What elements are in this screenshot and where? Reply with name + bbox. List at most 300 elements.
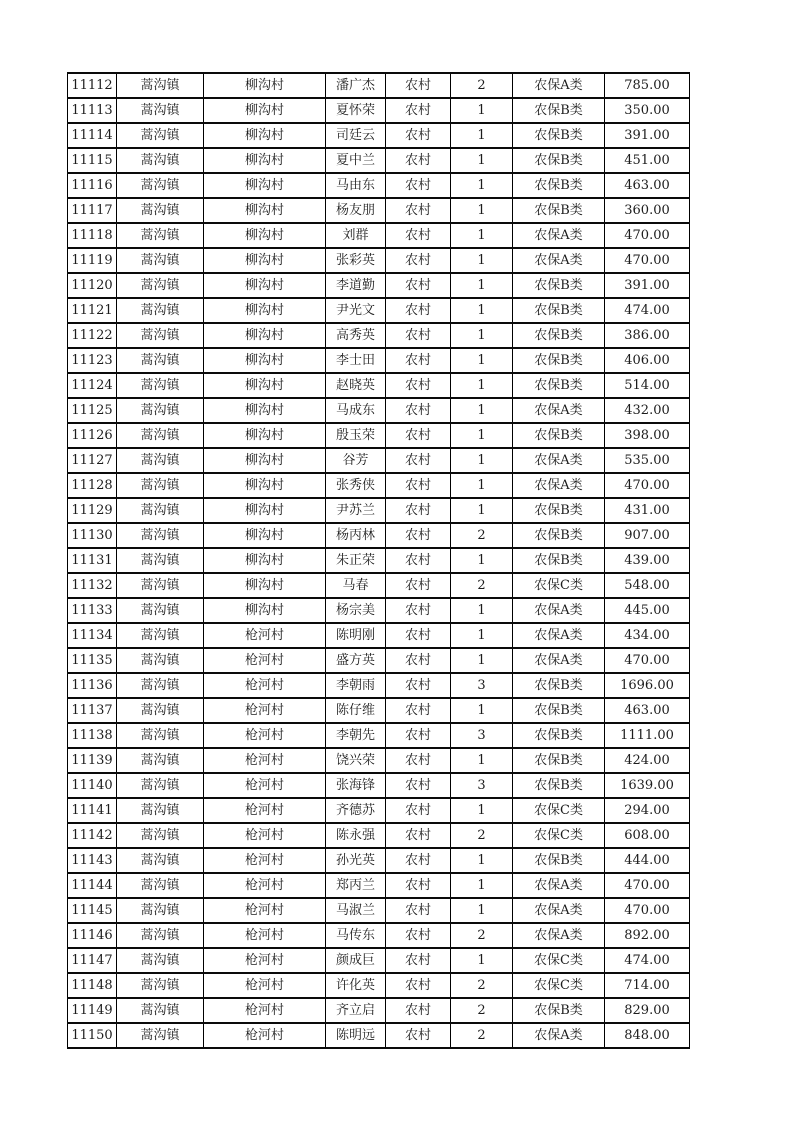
insurance-class-cell: 农保C类 [513,573,605,598]
person-name-cell: 夏怀荣 [326,98,386,123]
person-count-cell: 1 [451,473,513,498]
insurance-class-cell: 农保A类 [513,223,605,248]
town-cell: 蒿沟镇 [117,248,204,273]
category-cell: 农村 [386,923,451,948]
village-cell: 枪河村 [204,1023,326,1048]
table-row [68,598,690,623]
table-body [68,73,690,1048]
record-id-cell: 11113 [68,98,117,123]
insurance-class-cell: 农保B类 [513,773,605,798]
category-cell: 农村 [386,973,451,998]
amount-cell: 1639.00 [605,773,690,798]
town-cell: 蒿沟镇 [117,648,204,673]
table-row [68,723,690,748]
person-count-cell: 3 [451,773,513,798]
amount-cell: 892.00 [605,923,690,948]
village-cell: 柳沟村 [204,373,326,398]
record-id-cell: 11149 [68,998,117,1023]
town-cell: 蒿沟镇 [117,698,204,723]
amount-cell: 470.00 [605,473,690,498]
insurance-class-cell: 农保B类 [513,523,605,548]
insurance-class-cell: 农保B类 [513,498,605,523]
amount-cell: 391.00 [605,123,690,148]
record-id-cell: 11119 [68,248,117,273]
person-name-cell: 高秀英 [326,323,386,348]
village-cell: 柳沟村 [204,448,326,473]
insurance-class-cell: 农保C类 [513,948,605,973]
record-id-cell: 11135 [68,648,117,673]
village-cell: 柳沟村 [204,298,326,323]
amount-cell: 714.00 [605,973,690,998]
person-name-cell: 陈永强 [326,823,386,848]
town-cell: 蒿沟镇 [117,198,204,223]
insurance-class-cell: 农保B类 [513,273,605,298]
village-cell: 柳沟村 [204,248,326,273]
person-name-cell: 陈仔维 [326,698,386,723]
insurance-class-cell: 农保A类 [513,248,605,273]
insurance-class-cell: 农保B类 [513,848,605,873]
village-cell: 柳沟村 [204,498,326,523]
person-count-cell: 1 [451,598,513,623]
amount-cell: 470.00 [605,873,690,898]
category-cell: 农村 [386,448,451,473]
person-name-cell: 司廷云 [326,123,386,148]
person-name-cell: 朱正荣 [326,548,386,573]
table-row [68,948,690,973]
table-row [68,398,690,423]
person-name-cell: 潘广杰 [326,73,386,98]
village-cell: 柳沟村 [204,323,326,348]
amount-cell: 398.00 [605,423,690,448]
insurance-class-cell: 农保A类 [513,923,605,948]
town-cell: 蒿沟镇 [117,73,204,98]
record-id-cell: 11126 [68,423,117,448]
table-row [68,498,690,523]
person-count-cell: 2 [451,573,513,598]
amount-cell: 474.00 [605,948,690,973]
table-row [68,348,690,373]
category-cell: 农村 [386,373,451,398]
insurance-class-cell: 农保A类 [513,448,605,473]
person-name-cell: 马传东 [326,923,386,948]
insurance-class-cell: 农保A类 [513,1023,605,1048]
table-row [68,373,690,398]
amount-cell: 548.00 [605,573,690,598]
record-id-cell: 11145 [68,898,117,923]
insurance-class-cell: 农保B类 [513,698,605,723]
record-id-cell: 11146 [68,923,117,948]
insurance-class-cell: 农保C类 [513,798,605,823]
village-cell: 枪河村 [204,923,326,948]
category-cell: 农村 [386,298,451,323]
table-row [68,123,690,148]
category-cell: 农村 [386,198,451,223]
village-cell: 柳沟村 [204,423,326,448]
category-cell: 农村 [386,698,451,723]
person-count-cell: 1 [451,198,513,223]
person-name-cell: 刘群 [326,223,386,248]
record-id-cell: 11129 [68,498,117,523]
record-id-cell: 11120 [68,273,117,298]
table-row [68,323,690,348]
town-cell: 蒿沟镇 [117,748,204,773]
town-cell: 蒿沟镇 [117,848,204,873]
table-row [68,273,690,298]
table-row [68,923,690,948]
village-cell: 柳沟村 [204,598,326,623]
category-cell: 农村 [386,573,451,598]
town-cell: 蒿沟镇 [117,348,204,373]
person-name-cell: 李士田 [326,348,386,373]
person-count-cell: 2 [451,998,513,1023]
amount-cell: 439.00 [605,548,690,573]
record-id-cell: 11112 [68,73,117,98]
person-name-cell: 杨友朋 [326,198,386,223]
insurance-class-cell: 农保A类 [513,898,605,923]
table-row [68,73,690,98]
town-cell: 蒿沟镇 [117,873,204,898]
category-cell: 农村 [386,898,451,923]
record-id-cell: 11132 [68,573,117,598]
amount-cell: 608.00 [605,823,690,848]
town-cell: 蒿沟镇 [117,573,204,598]
person-name-cell: 张海锋 [326,773,386,798]
record-id-cell: 11128 [68,473,117,498]
town-cell: 蒿沟镇 [117,398,204,423]
village-cell: 枪河村 [204,748,326,773]
record-id-cell: 11143 [68,848,117,873]
category-cell: 农村 [386,98,451,123]
town-cell: 蒿沟镇 [117,998,204,1023]
insurance-class-cell: 农保B类 [513,298,605,323]
category-cell: 农村 [386,848,451,873]
person-count-cell: 1 [451,148,513,173]
insurance-class-cell: 农保A类 [513,598,605,623]
village-cell: 柳沟村 [204,473,326,498]
record-id-cell: 11124 [68,373,117,398]
village-cell: 柳沟村 [204,73,326,98]
village-cell: 柳沟村 [204,348,326,373]
person-count-cell: 1 [451,173,513,198]
person-count-cell: 1 [451,123,513,148]
person-count-cell: 1 [451,648,513,673]
table-row [68,173,690,198]
town-cell: 蒿沟镇 [117,298,204,323]
insurance-class-cell: 农保A类 [513,398,605,423]
record-id-cell: 11138 [68,723,117,748]
record-id-cell: 11117 [68,198,117,223]
table-row [68,698,690,723]
category-cell: 农村 [386,273,451,298]
amount-cell: 294.00 [605,798,690,823]
insurance-class-cell: 农保A类 [513,473,605,498]
record-id-cell: 11147 [68,948,117,973]
record-id-cell: 11144 [68,873,117,898]
village-cell: 柳沟村 [204,398,326,423]
town-cell: 蒿沟镇 [117,898,204,923]
amount-cell: 386.00 [605,323,690,348]
category-cell: 农村 [386,673,451,698]
insurance-class-cell: 农保B类 [513,198,605,223]
record-id-cell: 11130 [68,523,117,548]
person-count-cell: 1 [451,323,513,348]
town-cell: 蒿沟镇 [117,948,204,973]
village-cell: 枪河村 [204,973,326,998]
town-cell: 蒿沟镇 [117,923,204,948]
category-cell: 农村 [386,73,451,98]
town-cell: 蒿沟镇 [117,623,204,648]
table-row [68,223,690,248]
person-name-cell: 颜成巨 [326,948,386,973]
insurance-class-cell: 农保B类 [513,748,605,773]
insurance-class-cell: 农保B类 [513,348,605,373]
category-cell: 农村 [386,223,451,248]
village-cell: 枪河村 [204,773,326,798]
person-count-cell: 1 [451,623,513,648]
person-name-cell: 饶兴荣 [326,748,386,773]
person-count-cell: 2 [451,73,513,98]
town-cell: 蒿沟镇 [117,598,204,623]
table-row [68,573,690,598]
town-cell: 蒿沟镇 [117,523,204,548]
amount-cell: 360.00 [605,198,690,223]
person-name-cell: 陈明远 [326,1023,386,1048]
person-count-cell: 1 [451,373,513,398]
person-count-cell: 1 [451,548,513,573]
town-cell: 蒿沟镇 [117,723,204,748]
person-name-cell: 孙光英 [326,848,386,873]
person-count-cell: 2 [451,823,513,848]
table-row [68,823,690,848]
amount-cell: 907.00 [605,523,690,548]
town-cell: 蒿沟镇 [117,98,204,123]
village-cell: 柳沟村 [204,273,326,298]
person-name-cell: 马淑兰 [326,898,386,923]
insurance-class-cell: 农保B类 [513,123,605,148]
person-count-cell: 1 [451,423,513,448]
village-cell: 枪河村 [204,948,326,973]
table-row [68,198,690,223]
insurance-class-cell: 农保A类 [513,648,605,673]
table-row [68,998,690,1023]
person-count-cell: 1 [451,398,513,423]
category-cell: 农村 [386,323,451,348]
insurance-class-cell: 农保A类 [513,73,605,98]
town-cell: 蒿沟镇 [117,373,204,398]
person-name-cell: 李朝先 [326,723,386,748]
record-id-cell: 11140 [68,773,117,798]
category-cell: 农村 [386,123,451,148]
category-cell: 农村 [386,648,451,673]
category-cell: 农村 [386,148,451,173]
town-cell: 蒿沟镇 [117,498,204,523]
record-id-cell: 11141 [68,798,117,823]
category-cell: 农村 [386,248,451,273]
record-id-cell: 11136 [68,673,117,698]
amount-cell: 829.00 [605,998,690,1023]
insurance-class-cell: 农保C类 [513,973,605,998]
amount-cell: 406.00 [605,348,690,373]
category-cell: 农村 [386,823,451,848]
person-name-cell: 马由东 [326,173,386,198]
insurance-class-cell: 农保B类 [513,373,605,398]
person-count-cell: 2 [451,1023,513,1048]
amount-cell: 463.00 [605,173,690,198]
category-cell: 农村 [386,748,451,773]
person-count-cell: 1 [451,348,513,373]
table-row [68,523,690,548]
record-id-cell: 11114 [68,123,117,148]
person-count-cell: 1 [451,498,513,523]
person-count-cell: 2 [451,523,513,548]
town-cell: 蒿沟镇 [117,973,204,998]
person-count-cell: 3 [451,673,513,698]
amount-cell: 434.00 [605,623,690,648]
village-cell: 柳沟村 [204,148,326,173]
village-cell: 枪河村 [204,823,326,848]
record-id-cell: 11134 [68,623,117,648]
town-cell: 蒿沟镇 [117,273,204,298]
town-cell: 蒿沟镇 [117,823,204,848]
town-cell: 蒿沟镇 [117,423,204,448]
record-id-cell: 11148 [68,973,117,998]
village-cell: 柳沟村 [204,548,326,573]
person-name-cell: 盛方英 [326,648,386,673]
insurance-class-cell: 农保B类 [513,548,605,573]
record-id-cell: 11125 [68,398,117,423]
record-id-cell: 11131 [68,548,117,573]
record-id-cell: 11137 [68,698,117,723]
village-cell: 枪河村 [204,673,326,698]
table-row [68,848,690,873]
person-count-cell: 2 [451,923,513,948]
amount-cell: 785.00 [605,73,690,98]
person-count-cell: 1 [451,448,513,473]
category-cell: 农村 [386,548,451,573]
record-id-cell: 11116 [68,173,117,198]
person-name-cell: 郑丙兰 [326,873,386,898]
town-cell: 蒿沟镇 [117,323,204,348]
person-name-cell: 陈明刚 [326,623,386,648]
record-id-cell: 11123 [68,348,117,373]
category-cell: 农村 [386,398,451,423]
amount-cell: 445.00 [605,598,690,623]
town-cell: 蒿沟镇 [117,548,204,573]
table-row [68,248,690,273]
person-count-cell: 1 [451,248,513,273]
person-name-cell: 许化英 [326,973,386,998]
record-id-cell: 11142 [68,823,117,848]
table-row [68,1023,690,1048]
amount-cell: 514.00 [605,373,690,398]
insurance-class-cell: 农保B类 [513,423,605,448]
category-cell: 农村 [386,523,451,548]
insurance-class-cell: 农保B类 [513,148,605,173]
town-cell: 蒿沟镇 [117,773,204,798]
record-id-cell: 11133 [68,598,117,623]
amount-cell: 424.00 [605,748,690,773]
amount-cell: 431.00 [605,498,690,523]
category-cell: 农村 [386,173,451,198]
table-row [68,748,690,773]
amount-cell: 391.00 [605,273,690,298]
person-name-cell: 尹光文 [326,298,386,323]
insurance-class-cell: 农保B类 [513,998,605,1023]
table-row [68,623,690,648]
town-cell: 蒿沟镇 [117,798,204,823]
amount-cell: 432.00 [605,398,690,423]
amount-cell: 474.00 [605,298,690,323]
town-cell: 蒿沟镇 [117,1023,204,1048]
person-name-cell: 齐德苏 [326,798,386,823]
person-count-cell: 1 [451,698,513,723]
person-count-cell: 1 [451,873,513,898]
record-id-cell: 11118 [68,223,117,248]
village-cell: 枪河村 [204,848,326,873]
table-row [68,473,690,498]
village-cell: 柳沟村 [204,223,326,248]
town-cell: 蒿沟镇 [117,448,204,473]
amount-cell: 848.00 [605,1023,690,1048]
town-cell: 蒿沟镇 [117,173,204,198]
table-row [68,673,690,698]
village-cell: 枪河村 [204,898,326,923]
amount-cell: 1696.00 [605,673,690,698]
category-cell: 农村 [386,948,451,973]
person-name-cell: 李道勤 [326,273,386,298]
village-cell: 枪河村 [204,698,326,723]
table-row [68,898,690,923]
category-cell: 农村 [386,873,451,898]
insurance-class-cell: 农保B类 [513,323,605,348]
person-count-cell: 2 [451,973,513,998]
village-cell: 枪河村 [204,723,326,748]
pension-records-table [67,72,690,1049]
table-row [68,648,690,673]
person-count-cell: 1 [451,748,513,773]
person-name-cell: 马春 [326,573,386,598]
person-count-cell: 1 [451,273,513,298]
table-row [68,423,690,448]
category-cell: 农村 [386,798,451,823]
category-cell: 农村 [386,598,451,623]
person-name-cell: 张彩英 [326,248,386,273]
amount-cell: 470.00 [605,223,690,248]
category-cell: 农村 [386,623,451,648]
person-name-cell: 杨宗美 [326,598,386,623]
person-name-cell: 李朝雨 [326,673,386,698]
record-id-cell: 11139 [68,748,117,773]
village-cell: 枪河村 [204,873,326,898]
insurance-class-cell: 农保B类 [513,673,605,698]
village-cell: 枪河村 [204,623,326,648]
table-row [68,773,690,798]
amount-cell: 1111.00 [605,723,690,748]
town-cell: 蒿沟镇 [117,673,204,698]
person-name-cell: 齐立启 [326,998,386,1023]
town-cell: 蒿沟镇 [117,148,204,173]
town-cell: 蒿沟镇 [117,473,204,498]
amount-cell: 470.00 [605,248,690,273]
record-id-cell: 11127 [68,448,117,473]
table-row [68,798,690,823]
category-cell: 农村 [386,773,451,798]
record-id-cell: 11121 [68,298,117,323]
person-count-cell: 1 [451,798,513,823]
table-row [68,448,690,473]
category-cell: 农村 [386,723,451,748]
person-count-cell: 1 [451,298,513,323]
